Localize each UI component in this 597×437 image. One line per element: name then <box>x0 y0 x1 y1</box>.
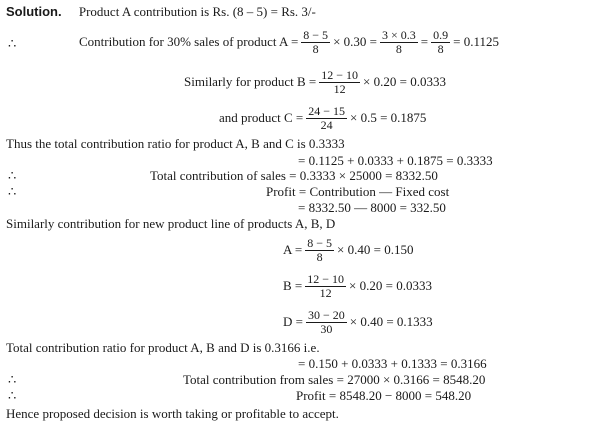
equation-product-b: Similarly for product B = $\frac{12 - 10}{12}$ × 0.20 = 0.0333 <box>184 67 446 96</box>
fraction: $\frac{0.9}{8}$ <box>433 27 449 56</box>
solution-line <box>6 4 316 20</box>
fraction: $\frac{30 - 20}{30}$ <box>307 307 345 336</box>
text-line: Similarly contribution for new product line of products A, B, D <box>6 216 336 231</box>
fraction: $\frac{12 - 10}{12}$ <box>321 67 359 96</box>
therefore-symbol: ∴ <box>8 36 17 51</box>
fraction: $\frac{12 - 10}{12}$ <box>307 271 345 300</box>
text-line: Total contribution ratio for product A, B and D is 0.3166 i.e. <box>6 340 320 355</box>
text-line: Thus the total contribution ratio for product A, B and C is 0.3333 <box>6 136 345 151</box>
text-line: Profit = Contribution — Fixed cost <box>266 184 450 199</box>
therefore-symbol: ∴ <box>8 372 17 387</box>
equation-prefix: Contribution for 30% sales of product A = <box>79 34 299 49</box>
text-line: Total contribution from sales = 27000 × 0.3166 = 8548.20 <box>183 372 486 387</box>
equation-product-a-40: A = $\frac{8 - 5}{8}$ × 0.40 = 0.150 <box>283 235 414 264</box>
text-line: = 0.1125 + 0.0333 + 0.1875 = 0.3333 <box>298 153 493 168</box>
fraction: $\frac{24 - 15}{24}$ <box>308 103 346 132</box>
solution-text: Product A contribution is Rs. (8 – 5) = Rs. 3/- <box>78 4 316 19</box>
equation-product-a-30: Contribution for 30% sales of product A = $\frac{8 - 5}{8}$ × 0.30 = $\frac{3 \times 0.3}{8}$ = $\frac{0.9}{8}$ = 0.1125 <box>79 27 499 56</box>
text-line: Total contribution of sales = 0.3333 × 25000 = 8332.50 <box>150 168 438 183</box>
text-line: = 8332.50 — 8000 = 332.50 <box>298 200 446 215</box>
therefore-symbol: ∴ <box>8 388 17 403</box>
text-line: = 0.150 + 0.0333 + 0.1333 = 0.3166 <box>298 356 487 371</box>
therefore-symbol: ∴ <box>8 184 17 199</box>
equation-product-d: D = $\frac{30 - 20}{30}$ × 0.40 = 0.1333 <box>283 307 433 336</box>
equation-product-c: and product C = $\frac{24 - 15}{24}$ × 0.5 = 0.1875 <box>219 103 427 132</box>
solution-label: Solution. <box>6 4 62 19</box>
fraction: $\frac{8 - 5}{8}$ <box>303 27 329 56</box>
fraction: $\frac{8 - 5}{8}$ <box>307 235 333 264</box>
fraction: $\frac{3 \times 0.3}{8}$ <box>381 27 416 56</box>
text-line: Hence proposed decision is worth taking or profitable to accept. <box>6 406 339 421</box>
equation-product-b-20: B = $\frac{12 - 10}{12}$ × 0.20 = 0.0333 <box>283 271 432 300</box>
therefore-symbol: ∴ <box>8 168 17 183</box>
text-line: Profit = 8548.20 − 8000 = 548.20 <box>296 388 472 403</box>
